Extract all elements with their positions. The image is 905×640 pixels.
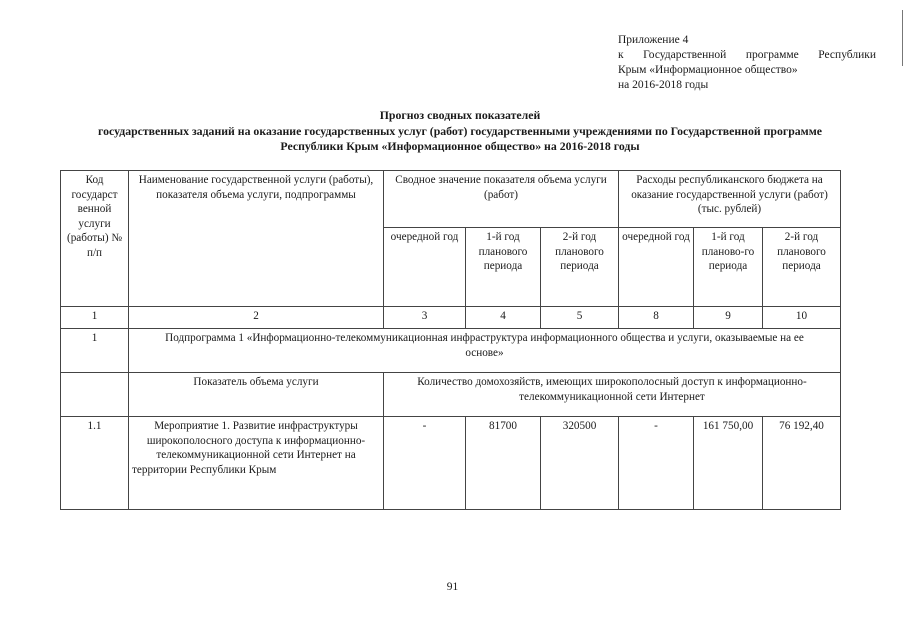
row-number: 1.1 [61, 417, 129, 510]
empty-cell [61, 373, 129, 417]
header-budget: Расходы республиканского бюджета на оказание государственной услуги (работ) (тыс. рублей) [619, 171, 841, 228]
title-line: Республики Крым «Информационное общество» на 2016-2018 годы [280, 139, 640, 153]
header-code: Код государст венной услуги (работы) № п/п [61, 171, 129, 307]
document-title [30, 108, 890, 155]
column-number: 1 [61, 307, 129, 329]
header-budget-current-year: очередной год [619, 228, 694, 307]
column-number: 4 [466, 307, 541, 329]
header-plan-year-1: 1-й год планового периода [466, 228, 541, 307]
column-number: 2 [129, 307, 384, 329]
header-name: Наименование государственной услуги (работы), показателя объема услуги, подпрограммы [129, 171, 384, 307]
appendix-line: Крым «Информационное общество» [618, 64, 798, 76]
appendix-line: на 2016-2018 годы [618, 79, 709, 91]
scan-edge-line [902, 10, 903, 66]
indicator-value: Количество домохозяйств, имеющих широкополосный доступ к информационно-телекоммуникационной сети Интернет [384, 373, 841, 417]
header-budget-plan-year-1: 1-й год планово-го периода [694, 228, 763, 307]
subprogram-number: 1 [61, 329, 129, 373]
indicator-label: Показатель объема услуги [129, 373, 384, 417]
title-line: Прогноз сводных показателей [379, 108, 541, 122]
header-budget-plan-year-2: 2-й год планового периода [763, 228, 841, 307]
header-plan-year-2: 2-й год планового периода [541, 228, 619, 307]
column-number: 5 [541, 307, 619, 329]
row-budget-current: - [619, 417, 694, 510]
row-volume-plan-1: 81700 [466, 417, 541, 510]
row-budget-plan-1: 161 750,00 [694, 417, 763, 510]
header-current-year: очередной год [384, 228, 466, 307]
subprogram-title: Подпрограмма 1 «Информационно-телекоммуникационная инфраструктура информационного общества и услуги, оказываемые на ее основе» [129, 329, 841, 373]
appendix-line: к Государственной программе Республики [618, 49, 876, 61]
row-budget-plan-2: 76 192,40 [763, 417, 841, 510]
forecast-table [60, 170, 841, 510]
row-activity-name: Мероприятие 1. Развитие инфраструктуры широкополосного доступа к информационно-телекоммуникационной сети Интернет на территории Республики Крым [129, 417, 384, 510]
appendix-note [618, 33, 876, 93]
row-volume-current: - [384, 417, 466, 510]
row-volume-plan-2: 320500 [541, 417, 619, 510]
title-line: государственных заданий на оказание государственных услуг (работ) государственными учреждениями по Государственной программе [98, 123, 822, 138]
column-number: 9 [694, 307, 763, 329]
column-number: 8 [619, 307, 694, 329]
column-number: 3 [384, 307, 466, 329]
page-number: 91 [446, 581, 459, 593]
column-number: 10 [763, 307, 841, 329]
appendix-title: Приложение 4 [618, 34, 689, 46]
header-volume: Сводное значение показателя объема услуги (работ) [384, 171, 619, 228]
